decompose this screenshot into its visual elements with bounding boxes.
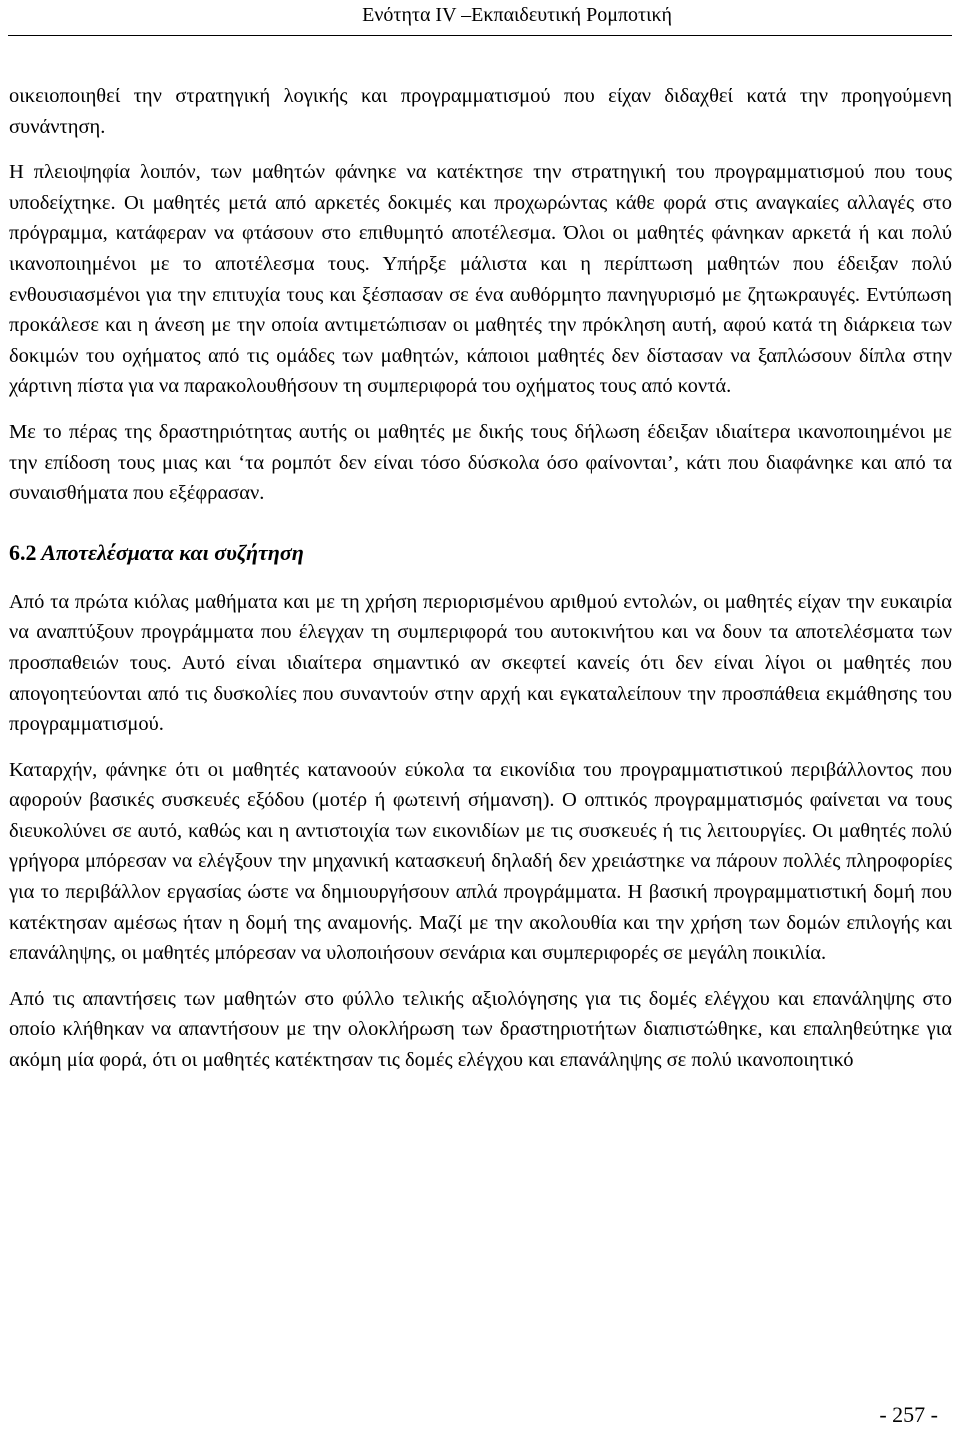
section-paragraph-icons: Καταρχήν, φάνηκε ότι οι μαθητές κατανοούν εύκολα τα εικονίδια του προγραμματιστικού περιβάλλοντος που αφορούν βασικές συσκευές εξόδου (μοτέρ ή φωτεινή σήμανση). Ο οπτικός προγραμματισμός φαίνεται να τους διευκολύνει σε αυτό, καθώς και η αντιστοιχία των εικονιδίων με τις συσκευές ή τις λειτουργίες. Οι μαθητές πολύ γρήγορα μπόρεσαν να ελέγξουν την μηχανική κατασκευή δηλαδή δεν χρειάστηκε να πάρουν πολλές πληροφορίες για το περιβάλλον εργασίας ώστε να δημιουργήσουν απλά προγράμματα. Η βασική προγραμματιστική δομή που κατέκτησαν αμέσως ήταν η δομή της αναμονής. Μαζί με την ακολουθία και την χρήση των δομών επιλογής και επανάληψης, οι μαθητές μπόρεσαν να υλοποιήσουν σενάρια και συμπεριφορές σε μεγάλη ποικιλία. bbox=[9, 758, 952, 965]
section-paragraph-evaluation: Από τις απαντήσεις των μαθητών στο φύλλο τελικής αξιολόγησης για τις δομές ελέγχου και επανάληψης στο οποίο κλήθηκαν να απαντήσουν με την ολοκλήρωση των δραστηριοτήτων διαπιστώθηκε, και επαληθεύτηκε για ακόμη μία φορά, ότι οι μαθητές κατέκτησαν τις δομές ελέγχου και επανάληψης σε πολύ ικανοποιητικό bbox=[9, 987, 952, 1072]
section-paragraph-first-lessons: Από τα πρώτα κιόλας μαθήματα και με τη χρήση περιορισμένου αριθμού εντολών, οι μαθητές είχαν την ευκαιρία να αναπτύξουν προγράμματα που έλεγχαν τη συμπεριφορά του αυτοκινήτου και να δουν τα αποτελέσματα των προσπαθειών τους. Αυτό είναι ιδιαίτερα σημαντικό αν σκεφτεί κανείς ότι δεν είναι λίγοι οι μαθητές που απογοητεύονται από τις δυσκολίες που συναντούν στην αρχή και εγκαταλείπουν την προσπάθεια εκμάθησης του προγραμματισμού. bbox=[9, 590, 952, 736]
body-paragraph-closing: Με το πέρας της δραστηριότητας αυτής οι μαθητές με δικής τους δήλωση έδειξαν ιδιαίτερα ικανοποιημένοι με την επίδοση τους μιας και ‘τα ρομπότ δεν είναι τόσο δύσκολα όσο φαίνονται’, κάτι που διαφάνηκε και από τα συναισθήματα που εξέφρασαν. bbox=[9, 420, 952, 505]
section-heading bbox=[9, 537, 952, 569]
header-divider bbox=[8, 35, 952, 36]
body-paragraph-strategy: Η πλειοψηφία λοιπόν, των μαθητών φάνηκε να κατέκτησε την στρατηγική του προγραμματισμού που τους υποδείχτηκε. Οι μαθητές μετά από αρκετές δοκιμές και προχωρώντας κάθε φορά στις αναγκαίες αλλαγές στο πρόγραμμα, κατάφεραν να φτάσουν στο επιθυμητό αποτέλεσμα. Όλοι οι μαθητές φάνηκαν αρκετά ή και πολύ ικανοποιημένοι με το αποτέλεσμα τους. Υπήρξε μάλιστα και η περίπτωση μαθητών που έδειξαν πολύ ενθουσιασμένοι για την επιτυχία τους και ξέσπασαν σε ένα αυθόρμητο πανηγυρισμό με ζητωκραυγές. Εντύπωση προκάλεσε και η άνεση με την οποία αντιμετώπισαν οι μαθητές την πρόκληση αυτή, αφού κατά τη διάρκεια των δοκιμών του οχήματος από τις ομάδες των μαθητών, κάποιοι μαθητές δεν δίστασαν να ξαπλώσουν δίπλα στην χάρτινη πίστα για να παρακολουθήσουν τη συμπεριφορά του οχήματος τους από κοντά. bbox=[9, 161, 952, 398]
page-number: - 257 - bbox=[879, 1402, 938, 1427]
running-header: Ενότητα IV –Εκπαιδευτική Ρομποτική bbox=[362, 4, 672, 26]
body-paragraph-continuation: οικειοποιηθεί την στρατηγική λογικής και προγραμματισμού που είχαν διδαχθεί κατά την προηγούμενη συνάντηση. bbox=[9, 85, 952, 138]
section-number: 6.2 bbox=[9, 539, 37, 565]
section-title: Αποτελέσματα και συζήτηση bbox=[41, 539, 304, 565]
page-content bbox=[9, 81, 952, 1076]
